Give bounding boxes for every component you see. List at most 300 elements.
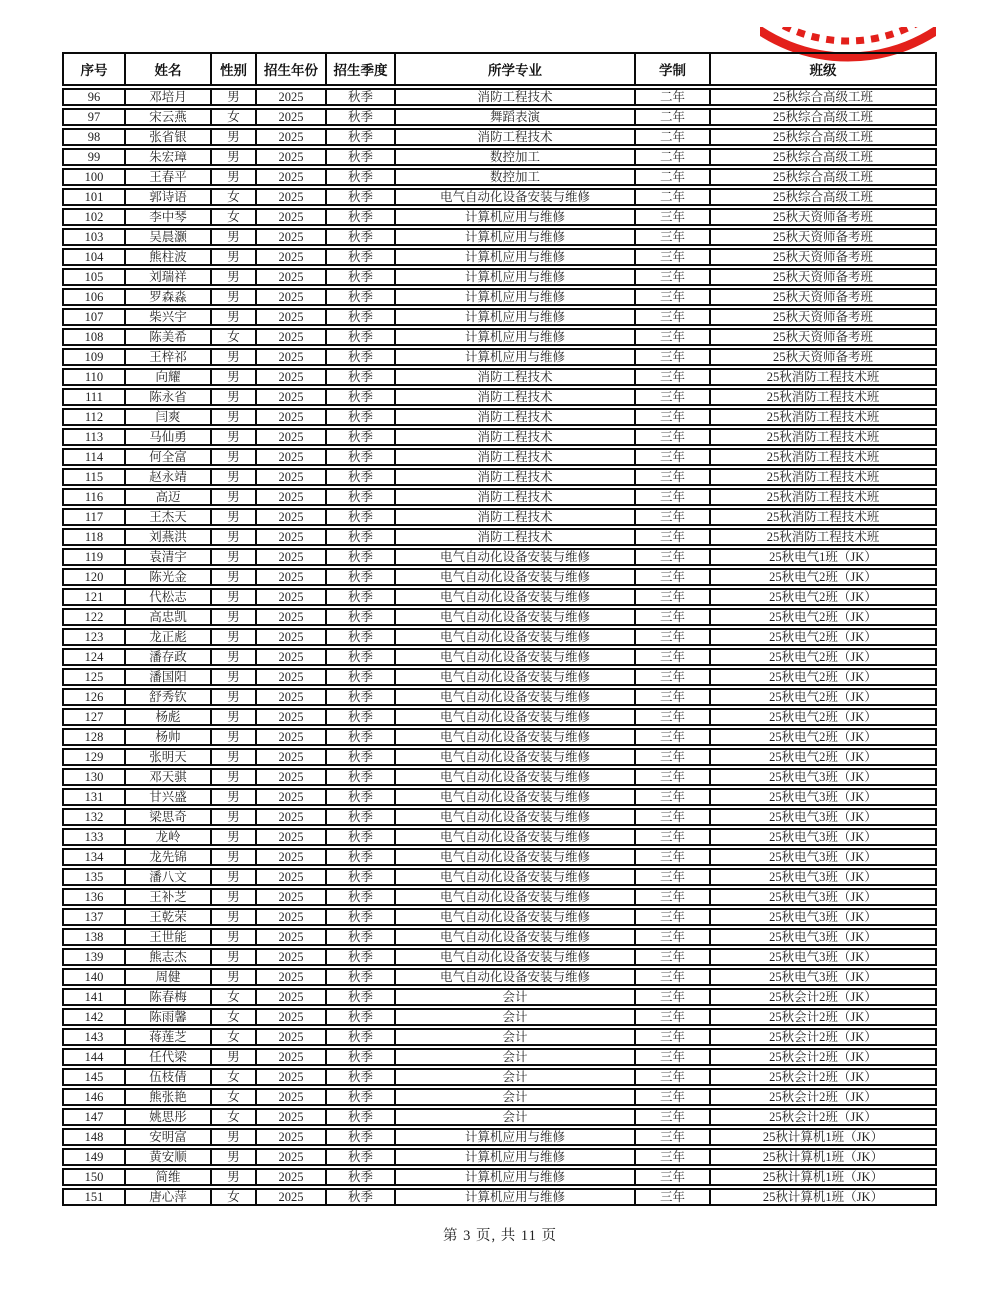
- cell-name: 李中琴: [126, 208, 212, 226]
- cell-index: 115: [62, 468, 126, 486]
- cell-index: 145: [62, 1068, 126, 1086]
- cell-duration: 三年: [636, 388, 711, 406]
- cell-major: 消防工程技术: [396, 488, 636, 506]
- cell-year: 2025: [257, 1088, 327, 1106]
- cell-class: 25秋综合高级工班: [711, 188, 937, 206]
- cell-duration: 二年: [636, 128, 711, 146]
- col-header-index: 序号: [62, 52, 126, 86]
- cell-class: 25秋会计2班（JK）: [711, 1008, 937, 1026]
- cell-season: 秋季: [327, 188, 396, 206]
- cell-season: 秋季: [327, 748, 396, 766]
- cell-major: 会计: [396, 1068, 636, 1086]
- table-row: [62, 1068, 937, 1086]
- cell-index: 119: [62, 548, 126, 566]
- cell-major: 电气自动化设备安装与维修: [396, 608, 636, 626]
- cell-class: 25秋天资师备考班: [711, 288, 937, 306]
- cell-index: 151: [62, 1188, 126, 1206]
- cell-gender: 男: [212, 1128, 257, 1146]
- cell-class: 25秋电气3班（JK）: [711, 808, 937, 826]
- cell-season: 秋季: [327, 908, 396, 926]
- cell-class: 25秋会计2班（JK）: [711, 1108, 937, 1126]
- cell-index: 142: [62, 1008, 126, 1026]
- cell-index: 149: [62, 1148, 126, 1166]
- cell-gender: 男: [212, 1168, 257, 1186]
- cell-season: 秋季: [327, 1148, 396, 1166]
- cell-major: 电气自动化设备安装与维修: [396, 768, 636, 786]
- table-row: [62, 368, 937, 386]
- cell-name: 姚思彤: [126, 1108, 212, 1126]
- cell-duration: 三年: [636, 788, 711, 806]
- cell-year: 2025: [257, 728, 327, 746]
- cell-gender: 男: [212, 868, 257, 886]
- table-row: [62, 848, 937, 866]
- cell-index: 99: [62, 148, 126, 166]
- cell-name: 何全富: [126, 448, 212, 466]
- cell-gender: 男: [212, 548, 257, 566]
- table-row: [62, 828, 937, 846]
- cell-name: 熊志杰: [126, 948, 212, 966]
- col-header-name: 姓名: [126, 52, 212, 86]
- cell-duration: 三年: [636, 328, 711, 346]
- table-row: [62, 868, 937, 886]
- cell-name: 宋云燕: [126, 108, 212, 126]
- cell-index: 143: [62, 1028, 126, 1046]
- cell-name: 熊张艳: [126, 1088, 212, 1106]
- table-row: [62, 1168, 937, 1186]
- cell-name: 刘燕洪: [126, 528, 212, 546]
- cell-duration: 三年: [636, 1188, 711, 1206]
- cell-major: 消防工程技术: [396, 448, 636, 466]
- cell-name: 王春平: [126, 168, 212, 186]
- cell-name: 龙正彪: [126, 628, 212, 646]
- cell-gender: 男: [212, 388, 257, 406]
- table-row: [62, 188, 937, 206]
- cell-class: 25秋电气2班（JK）: [711, 568, 937, 586]
- cell-year: 2025: [257, 108, 327, 126]
- cell-season: 秋季: [327, 828, 396, 846]
- cell-gender: 女: [212, 988, 257, 1006]
- cell-gender: 男: [212, 668, 257, 686]
- cell-duration: 三年: [636, 908, 711, 926]
- cell-major: 会计: [396, 1008, 636, 1026]
- cell-class: 25秋消防工程技术班: [711, 488, 937, 506]
- table-row: [62, 328, 937, 346]
- cell-season: 秋季: [327, 588, 396, 606]
- cell-season: 秋季: [327, 888, 396, 906]
- cell-class: 25秋电气3班（JK）: [711, 868, 937, 886]
- cell-major: 计算机应用与维修: [396, 228, 636, 246]
- cell-season: 秋季: [327, 968, 396, 986]
- cell-name: 罗森淼: [126, 288, 212, 306]
- cell-index: 128: [62, 728, 126, 746]
- cell-season: 秋季: [327, 868, 396, 886]
- table-row: [62, 108, 937, 126]
- cell-major: 电气自动化设备安装与维修: [396, 888, 636, 906]
- cell-major: 电气自动化设备安装与维修: [396, 548, 636, 566]
- cell-gender: 女: [212, 108, 257, 126]
- table-row: [62, 748, 937, 766]
- cell-class: 25秋消防工程技术班: [711, 408, 937, 426]
- cell-year: 2025: [257, 688, 327, 706]
- cell-name: 唐心萍: [126, 1188, 212, 1206]
- cell-gender: 男: [212, 468, 257, 486]
- cell-index: 100: [62, 168, 126, 186]
- cell-class: 25秋天资师备考班: [711, 228, 937, 246]
- cell-major: 计算机应用与维修: [396, 348, 636, 366]
- cell-duration: 三年: [636, 228, 711, 246]
- cell-index: 112: [62, 408, 126, 426]
- cell-name: 潘国阳: [126, 668, 212, 686]
- cell-class: 25秋综合高级工班: [711, 168, 937, 186]
- cell-name: 潘存政: [126, 648, 212, 666]
- table-row: [62, 448, 937, 466]
- cell-year: 2025: [257, 928, 327, 946]
- cell-gender: 男: [212, 628, 257, 646]
- cell-season: 秋季: [327, 488, 396, 506]
- cell-name: 陈永省: [126, 388, 212, 406]
- cell-gender: 女: [212, 188, 257, 206]
- cell-duration: 三年: [636, 988, 711, 1006]
- cell-year: 2025: [257, 468, 327, 486]
- cell-season: 秋季: [327, 668, 396, 686]
- cell-major: 电气自动化设备安装与维修: [396, 948, 636, 966]
- cell-major: 消防工程技术: [396, 88, 636, 106]
- table-body: [62, 88, 937, 1206]
- cell-major: 电气自动化设备安装与维修: [396, 968, 636, 986]
- cell-season: 秋季: [327, 548, 396, 566]
- cell-index: 131: [62, 788, 126, 806]
- cell-year: 2025: [257, 1168, 327, 1186]
- cell-index: 103: [62, 228, 126, 246]
- cell-gender: 男: [212, 748, 257, 766]
- cell-class: 25秋计算机1班（JK）: [711, 1188, 937, 1206]
- cell-index: 147: [62, 1108, 126, 1126]
- cell-class: 25秋电气3班（JK）: [711, 848, 937, 866]
- cell-season: 秋季: [327, 1088, 396, 1106]
- cell-gender: 男: [212, 568, 257, 586]
- cell-name: 伍枝倩: [126, 1068, 212, 1086]
- cell-gender: 男: [212, 828, 257, 846]
- cell-name: 朱宏璋: [126, 148, 212, 166]
- cell-gender: 男: [212, 488, 257, 506]
- cell-season: 秋季: [327, 328, 396, 346]
- cell-class: 25秋会计2班（JK）: [711, 1048, 937, 1066]
- cell-year: 2025: [257, 968, 327, 986]
- cell-major: 计算机应用与维修: [396, 288, 636, 306]
- cell-year: 2025: [257, 1008, 327, 1026]
- cell-class: 25秋电气3班（JK）: [711, 908, 937, 926]
- cell-major: 消防工程技术: [396, 468, 636, 486]
- cell-year: 2025: [257, 428, 327, 446]
- cell-name: 舒秀钦: [126, 688, 212, 706]
- cell-duration: 三年: [636, 488, 711, 506]
- table-row: [62, 348, 937, 366]
- cell-gender: 男: [212, 768, 257, 786]
- cell-year: 2025: [257, 1148, 327, 1166]
- cell-gender: 男: [212, 808, 257, 826]
- cell-gender: 男: [212, 268, 257, 286]
- cell-year: 2025: [257, 288, 327, 306]
- col-header-duration: 学制: [636, 52, 711, 86]
- cell-index: 117: [62, 508, 126, 526]
- cell-major: 会计: [396, 988, 636, 1006]
- cell-class: 25秋电气3班（JK）: [711, 928, 937, 946]
- cell-year: 2025: [257, 588, 327, 606]
- cell-season: 秋季: [327, 528, 396, 546]
- cell-class: 25秋电气2班（JK）: [711, 588, 937, 606]
- cell-index: 120: [62, 568, 126, 586]
- cell-season: 秋季: [327, 1188, 396, 1206]
- cell-index: 123: [62, 628, 126, 646]
- cell-name: 袁清宇: [126, 548, 212, 566]
- cell-name: 陈雨馨: [126, 1008, 212, 1026]
- cell-class: 25秋会计2班（JK）: [711, 988, 937, 1006]
- table-row: [62, 968, 937, 986]
- cell-major: 电气自动化设备安装与维修: [396, 828, 636, 846]
- cell-season: 秋季: [327, 508, 396, 526]
- table-row: [62, 988, 937, 1006]
- cell-major: 电气自动化设备安装与维修: [396, 748, 636, 766]
- cell-class: 25秋消防工程技术班: [711, 468, 937, 486]
- cell-gender: 男: [212, 968, 257, 986]
- cell-class: 25秋电气3班（JK）: [711, 888, 937, 906]
- cell-class: 25秋消防工程技术班: [711, 428, 937, 446]
- cell-class: 25秋电气2班（JK）: [711, 688, 937, 706]
- cell-gender: 男: [212, 408, 257, 426]
- cell-class: 25秋消防工程技术班: [711, 448, 937, 466]
- cell-year: 2025: [257, 1188, 327, 1206]
- cell-index: 146: [62, 1088, 126, 1106]
- cell-year: 2025: [257, 628, 327, 646]
- cell-season: 秋季: [327, 1128, 396, 1146]
- cell-index: 132: [62, 808, 126, 826]
- cell-year: 2025: [257, 88, 327, 106]
- cell-name: 简维: [126, 1168, 212, 1186]
- cell-index: 108: [62, 328, 126, 346]
- cell-season: 秋季: [327, 168, 396, 186]
- cell-class: 25秋电气3班（JK）: [711, 768, 937, 786]
- cell-class: 25秋会计2班（JK）: [711, 1088, 937, 1106]
- cell-duration: 三年: [636, 948, 711, 966]
- cell-index: 122: [62, 608, 126, 626]
- cell-season: 秋季: [327, 88, 396, 106]
- cell-index: 124: [62, 648, 126, 666]
- cell-duration: 三年: [636, 548, 711, 566]
- cell-duration: 三年: [636, 628, 711, 646]
- cell-class: 25秋电气3班（JK）: [711, 968, 937, 986]
- cell-major: 计算机应用与维修: [396, 248, 636, 266]
- cell-season: 秋季: [327, 428, 396, 446]
- cell-season: 秋季: [327, 988, 396, 1006]
- cell-class: 25秋电气2班（JK）: [711, 668, 937, 686]
- table-row: [62, 548, 937, 566]
- cell-class: 25秋电气2班（JK）: [711, 728, 937, 746]
- cell-year: 2025: [257, 568, 327, 586]
- cell-major: 计算机应用与维修: [396, 1128, 636, 1146]
- cell-name: 刘瑞祥: [126, 268, 212, 286]
- cell-year: 2025: [257, 208, 327, 226]
- cell-name: 邓天骐: [126, 768, 212, 786]
- cell-year: 2025: [257, 308, 327, 326]
- cell-gender: 男: [212, 648, 257, 666]
- cell-duration: 三年: [636, 1108, 711, 1126]
- cell-duration: 三年: [636, 1048, 711, 1066]
- cell-season: 秋季: [327, 808, 396, 826]
- cell-season: 秋季: [327, 248, 396, 266]
- cell-name: 安明富: [126, 1128, 212, 1146]
- cell-name: 高忠凯: [126, 608, 212, 626]
- cell-index: 118: [62, 528, 126, 546]
- cell-gender: 男: [212, 348, 257, 366]
- cell-class: 25秋消防工程技术班: [711, 508, 937, 526]
- cell-gender: 男: [212, 888, 257, 906]
- cell-duration: 三年: [636, 208, 711, 226]
- table-row: [62, 1128, 937, 1146]
- cell-duration: 三年: [636, 408, 711, 426]
- cell-name: 杨彪: [126, 708, 212, 726]
- cell-class: 25秋天资师备考班: [711, 268, 937, 286]
- cell-name: 熊柱波: [126, 248, 212, 266]
- cell-duration: 三年: [636, 1068, 711, 1086]
- cell-major: 消防工程技术: [396, 388, 636, 406]
- cell-gender: 男: [212, 308, 257, 326]
- cell-year: 2025: [257, 1068, 327, 1086]
- cell-class: 25秋电气3班（JK）: [711, 828, 937, 846]
- cell-duration: 三年: [636, 448, 711, 466]
- cell-duration: 三年: [636, 968, 711, 986]
- cell-index: 125: [62, 668, 126, 686]
- cell-duration: 三年: [636, 648, 711, 666]
- cell-name: 王补芝: [126, 888, 212, 906]
- table-row: [62, 208, 937, 226]
- cell-gender: 男: [212, 608, 257, 626]
- cell-index: 150: [62, 1168, 126, 1186]
- cell-class: 25秋综合高级工班: [711, 128, 937, 146]
- cell-duration: 三年: [636, 568, 711, 586]
- cell-index: 106: [62, 288, 126, 306]
- cell-season: 秋季: [327, 1008, 396, 1026]
- cell-class: 25秋综合高级工班: [711, 148, 937, 166]
- cell-name: 马仙勇: [126, 428, 212, 446]
- cell-index: 135: [62, 868, 126, 886]
- cell-major: 消防工程技术: [396, 368, 636, 386]
- cell-duration: 三年: [636, 308, 711, 326]
- cell-year: 2025: [257, 408, 327, 426]
- cell-duration: 三年: [636, 508, 711, 526]
- cell-gender: 女: [212, 1188, 257, 1206]
- cell-duration: 三年: [636, 748, 711, 766]
- cell-index: 109: [62, 348, 126, 366]
- cell-year: 2025: [257, 388, 327, 406]
- cell-season: 秋季: [327, 728, 396, 746]
- cell-major: 会计: [396, 1108, 636, 1126]
- cell-year: 2025: [257, 808, 327, 826]
- cell-gender: 男: [212, 928, 257, 946]
- cell-major: 电气自动化设备安装与维修: [396, 628, 636, 646]
- table-row: [62, 468, 937, 486]
- cell-index: 140: [62, 968, 126, 986]
- cell-year: 2025: [257, 488, 327, 506]
- cell-season: 秋季: [327, 1048, 396, 1066]
- cell-major: 电气自动化设备安装与维修: [396, 908, 636, 926]
- table-row: [62, 488, 937, 506]
- cell-class: 25秋计算机1班（JK）: [711, 1168, 937, 1186]
- cell-name: 杨帅: [126, 728, 212, 746]
- cell-gender: 男: [212, 428, 257, 446]
- cell-year: 2025: [257, 648, 327, 666]
- table-header-row: [62, 52, 937, 86]
- cell-name: 周健: [126, 968, 212, 986]
- cell-year: 2025: [257, 708, 327, 726]
- cell-major: 数控加工: [396, 148, 636, 166]
- cell-index: 105: [62, 268, 126, 286]
- cell-year: 2025: [257, 548, 327, 566]
- cell-name: 张省银: [126, 128, 212, 146]
- cell-gender: 女: [212, 1028, 257, 1046]
- cell-major: 电气自动化设备安装与维修: [396, 648, 636, 666]
- cell-duration: 三年: [636, 248, 711, 266]
- table-row: [62, 928, 937, 946]
- table-row: [62, 1188, 937, 1206]
- table-row: [62, 648, 937, 666]
- cell-gender: 男: [212, 148, 257, 166]
- cell-name: 陈光金: [126, 568, 212, 586]
- cell-year: 2025: [257, 908, 327, 926]
- cell-gender: 男: [212, 288, 257, 306]
- cell-name: 赵永靖: [126, 468, 212, 486]
- cell-index: 116: [62, 488, 126, 506]
- cell-duration: 三年: [636, 288, 711, 306]
- cell-year: 2025: [257, 988, 327, 1006]
- cell-season: 秋季: [327, 288, 396, 306]
- cell-major: 电气自动化设备安装与维修: [396, 188, 636, 206]
- cell-duration: 三年: [636, 348, 711, 366]
- cell-major: 电气自动化设备安装与维修: [396, 588, 636, 606]
- cell-class: 25秋电气3班（JK）: [711, 948, 937, 966]
- col-header-major: 所学专业: [396, 52, 636, 86]
- cell-index: 127: [62, 708, 126, 726]
- cell-season: 秋季: [327, 1068, 396, 1086]
- cell-duration: 二年: [636, 188, 711, 206]
- cell-major: 计算机应用与维修: [396, 1168, 636, 1186]
- cell-gender: 男: [212, 1048, 257, 1066]
- cell-gender: 女: [212, 1108, 257, 1126]
- table-row: [62, 408, 937, 426]
- cell-duration: 三年: [636, 888, 711, 906]
- table-row: [62, 568, 937, 586]
- cell-duration: 三年: [636, 808, 711, 826]
- cell-major: 电气自动化设备安装与维修: [396, 568, 636, 586]
- cell-gender: 女: [212, 328, 257, 346]
- cell-duration: 三年: [636, 1088, 711, 1106]
- cell-name: 郭诗语: [126, 188, 212, 206]
- cell-index: 129: [62, 748, 126, 766]
- cell-major: 电气自动化设备安装与维修: [396, 708, 636, 726]
- cell-season: 秋季: [327, 788, 396, 806]
- cell-index: 136: [62, 888, 126, 906]
- cell-major: 电气自动化设备安装与维修: [396, 788, 636, 806]
- cell-gender: 男: [212, 1148, 257, 1166]
- cell-season: 秋季: [327, 228, 396, 246]
- cell-duration: 三年: [636, 528, 711, 546]
- cell-index: 130: [62, 768, 126, 786]
- cell-year: 2025: [257, 528, 327, 546]
- cell-season: 秋季: [327, 708, 396, 726]
- col-header-season: 招生季度: [327, 52, 396, 86]
- cell-major: 电气自动化设备安装与维修: [396, 868, 636, 886]
- cell-duration: 三年: [636, 708, 711, 726]
- cell-year: 2025: [257, 1128, 327, 1146]
